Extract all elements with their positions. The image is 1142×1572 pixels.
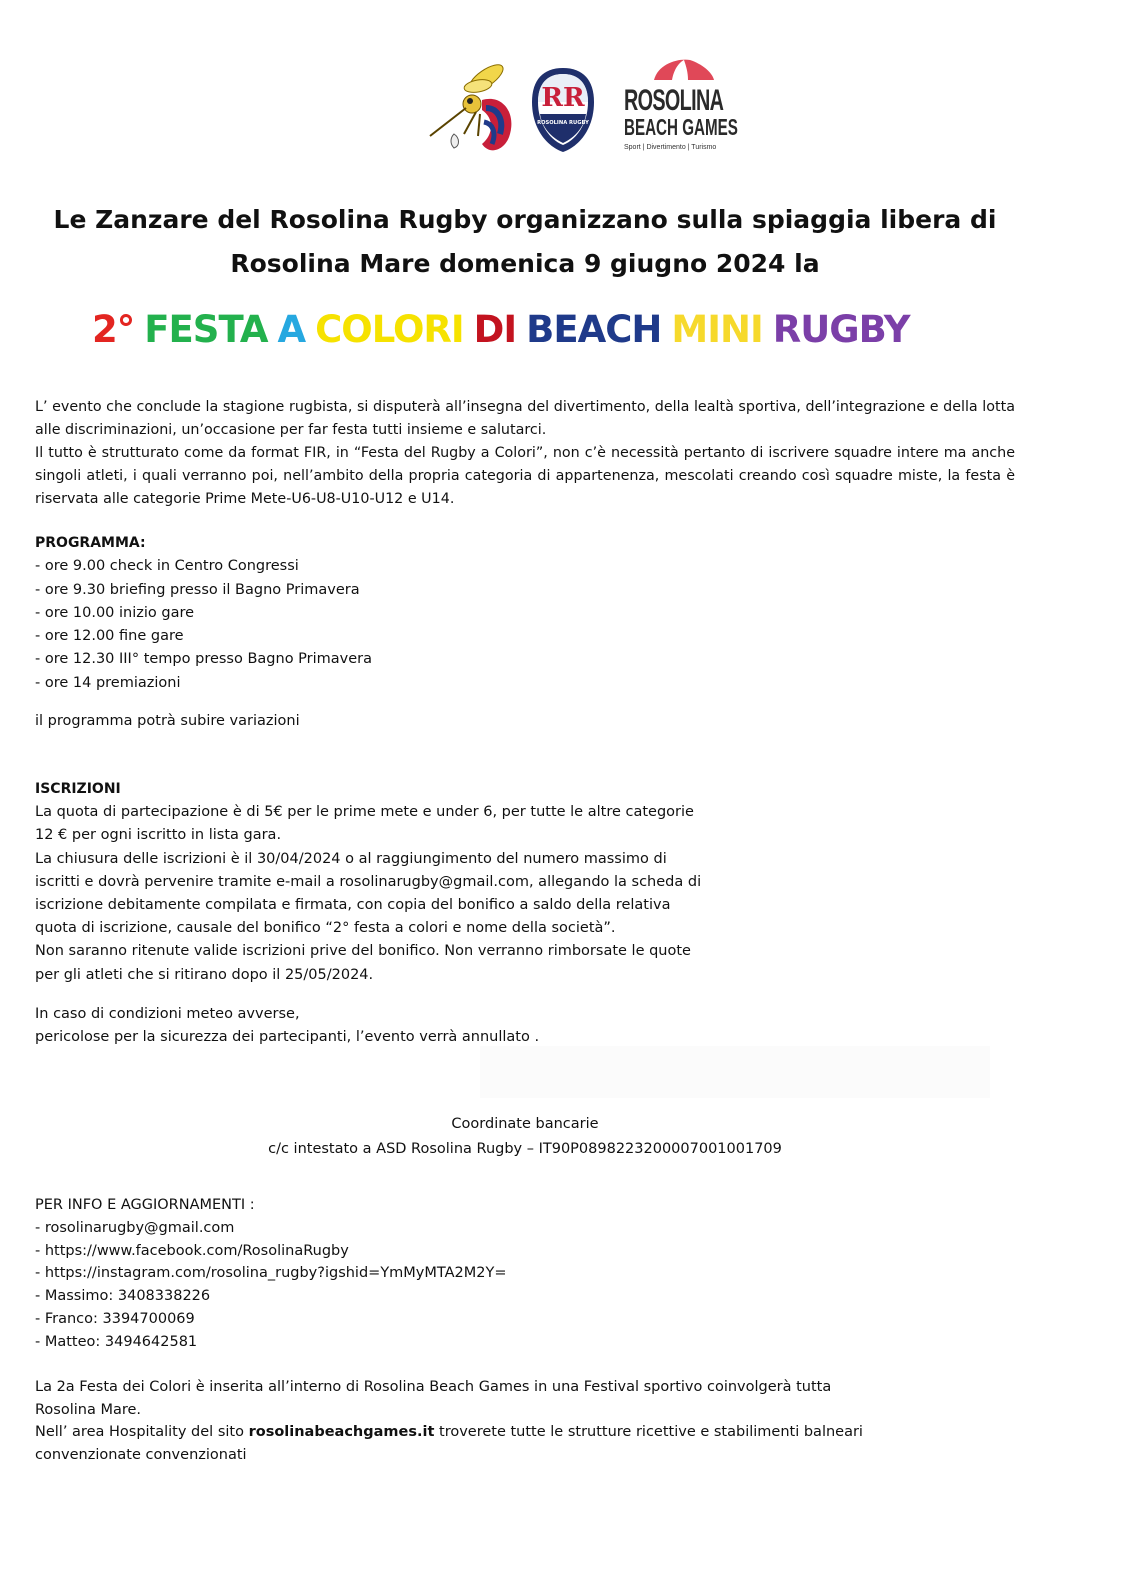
headline-line-2: Rosolina Mare domenica 9 giugno 2024 la [230, 249, 820, 278]
event-title [92, 304, 1052, 356]
headline-line-1: Le Zanzare del Rosolina Rugby organizzano sulla spiaggia libera di [53, 205, 997, 234]
title-word: RUGBY [772, 308, 910, 351]
info-contact: - Franco: 3394700069 [35, 1310, 195, 1327]
iscrizioni-heading: ISCRIZIONI [35, 781, 121, 797]
intro-text [35, 396, 1015, 511]
iscrizioni-line: La chiusura delle iscrizioni è il 30/04/2024 o al raggiungimento del numero massimo di [35, 850, 667, 867]
brand-line-1: ROSOLINA [624, 84, 724, 117]
logo-strip [424, 58, 744, 162]
title-word: COLORI [315, 308, 464, 351]
info-instagram-link[interactable]: - https://instagram.com/rosolina_rugby?igshid=YmMyMTA2M2Y= [35, 1265, 507, 1282]
title-word: BEACH [526, 308, 662, 351]
info-heading: PER INFO E AGGIORNAMENTI : [35, 1197, 255, 1213]
bank-title: Coordinate bancarie [451, 1116, 599, 1132]
footer-line-1: La 2a Festa dei Colori è inserita all’interno di Rosolina Beach Games in una Festival sportivo coinvolgerà tutta [35, 1379, 832, 1395]
programma-item: - ore 9.30 briefing presso il Bagno Primavera [35, 581, 360, 598]
iscrizioni-line: per gli atleti che si ritirano dopo il 25/05/2024. [35, 966, 374, 983]
headline [20, 198, 1030, 286]
footer-line-4: convenzionate convenzionati [35, 1446, 247, 1463]
blank-area [480, 1046, 990, 1098]
rosolina-beach-games-logo [620, 58, 738, 158]
info-contact: - Massimo: 3408338226 [35, 1288, 211, 1305]
iscrizioni-line: La quota di partecipazione è di 5€ per le prime mete e under 6, per tutte le altre categorie [35, 804, 694, 821]
programma-item: - ore 10.00 inizio gare [35, 604, 195, 621]
programma-item: - ore 12.00 fine gare [35, 628, 184, 645]
weather-line-2: pericolose per la sicurezza dei partecipanti, l’evento verrà annullato . [35, 1029, 540, 1045]
brand-line-2: BEACH GAMES [624, 114, 738, 140]
shield-text: ROSOLINA RUGBY [537, 120, 589, 126]
website-link[interactable]: rosolinabeachgames.it [248, 1424, 435, 1440]
programma-item: - ore 14 premiazioni [35, 674, 181, 691]
weather-notice [35, 1003, 735, 1049]
shield-initials: RR [541, 83, 585, 113]
weather-line-1: In caso di condizioni meteo avverse, [35, 1006, 300, 1022]
title-word: FESTA [144, 308, 268, 351]
programma-heading: PROGRAMMA: [35, 535, 146, 551]
iscrizioni-line: iscritti e dovrà pervenire tramite e-mail a rosolinarugby@gmail.com, allegando la scheda di [35, 873, 702, 890]
info-facebook-link[interactable]: - https://www.facebook.com/RosolinaRugby [35, 1242, 349, 1259]
footer-prefix: Nell’ area Hospitality del sito [35, 1424, 249, 1440]
mosquito-mascot-logo [424, 64, 520, 156]
umbrella-icon [620, 58, 732, 84]
programma-section [35, 532, 735, 747]
programma-item: - ore 9.00 check in Centro Congressi [35, 558, 299, 575]
title-word: DI [473, 308, 517, 351]
rosolina-rugby-shield-logo [528, 66, 598, 154]
bank-details [0, 1112, 1050, 1162]
footer-line-3 [35, 1421, 935, 1444]
footer-text [35, 1376, 935, 1466]
iscrizioni-line: iscrizione debitamente compilata e firmata, con copia del bonifico a saldo della relativa [35, 897, 671, 914]
programma-note: il programma potrà subire variazioni [35, 712, 300, 729]
footer-suffix: troverete tutte le strutture ricettive e stabilimenti balneari [434, 1424, 863, 1440]
info-list [35, 1217, 735, 1354]
title-word: MINI [671, 308, 763, 351]
intro-paragraph-2: Il tutto è strutturato come da format FIR, in “Festa del Rugby a Colori”, non c’è necessità pertanto di iscrivere squadre intere ma anche singoli atleti, i quali verranno poi, nell’ambito della propria categoria di appartenenza, mescolati creando così squadre miste, la festa è riservata alle categorie Prime Mete-U6-U8-U10-U12 e U14. [35, 445, 1015, 507]
bank-account: c/c intestato a ASD Rosolina Rugby – IT90P0898223200007001001709 [268, 1141, 782, 1157]
intro-paragraph-1: L’ evento che conclude la stagione rugbista, si disputerà all’insegna del divertimento, della lealtà sportiva, dell’integrazione e della lotta alle discriminazioni, un’occasione per far festa tutti insieme e salutarci. [35, 399, 1015, 438]
programma-list [35, 555, 735, 695]
title-word: A [277, 308, 306, 351]
brand-tagline: Sport | Divertimento | Turismo [624, 144, 717, 151]
programma-item: - ore 12.30 III° tempo presso Bagno Primavera [35, 651, 373, 668]
iscrizioni-section [35, 778, 765, 987]
iscrizioni-line: 12 € per ogni iscritto in lista gara. [35, 827, 282, 844]
iscrizioni-line: Non saranno ritenute valide iscrizioni prive del bonifico. Non verranno rimborsate le quote [35, 943, 691, 960]
info-section [35, 1194, 735, 1354]
info-email-link[interactable]: - rosolinarugby@gmail.com [35, 1219, 235, 1236]
title-word: 2° [92, 308, 135, 351]
iscrizioni-line: quota di iscrizione, causale del bonifico “2° festa a colori e nome della società”. [35, 920, 616, 937]
footer-line-2: Rosolina Mare. [35, 1401, 142, 1418]
info-contact: - Matteo: 3494642581 [35, 1333, 198, 1350]
